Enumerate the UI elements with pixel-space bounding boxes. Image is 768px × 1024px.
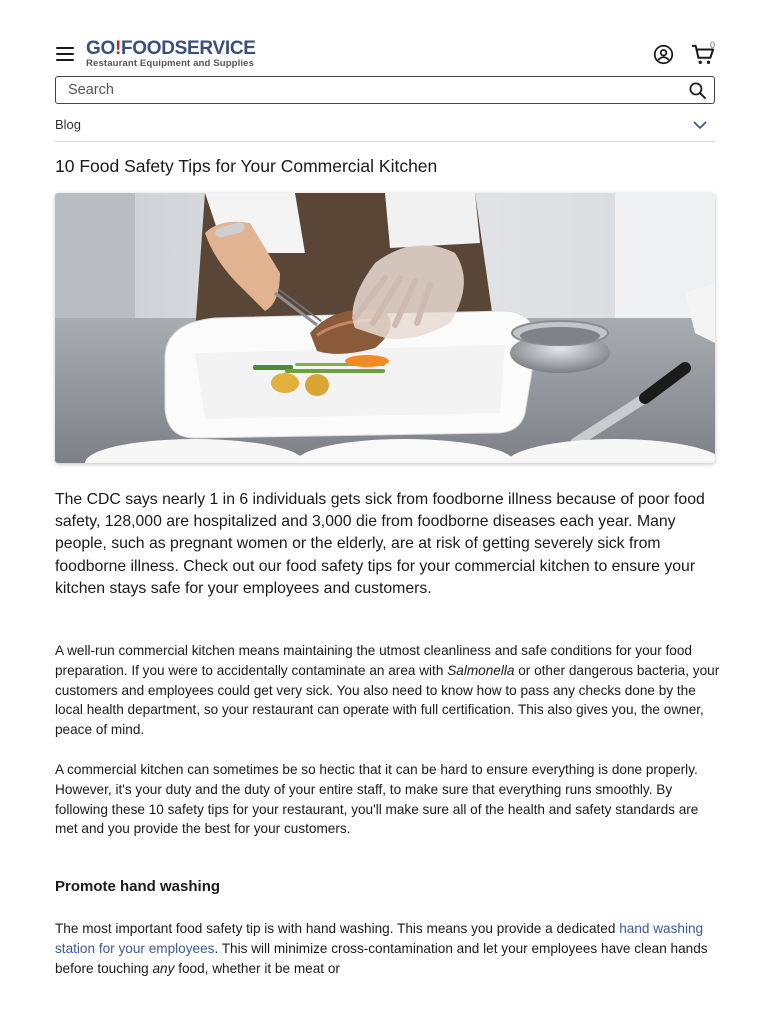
- blog-nav-dropdown[interactable]: [55, 112, 715, 142]
- article-intro: The CDC says nearly 1 in 6 individuals gets sick from foodborne illness because of poor food safety, 128,000 are hospitalized and 3,000 die from foodborne diseases each year. Many people, such as pregnant women or the elderly, are at risk of getting severely sick from foodborne illness. Check out our food safety tips for your commercial kitchen to ensure your kitchen stays safe for your employees and customers.: [55, 491, 705, 597]
- article-paragraph-1: A well-run commercial kitchen means maintaining the utmost cleanliness and safe conditions for your food preparation. If you were to accidentally contaminate an area with Salmonella or other dangerous bacteria, your customers and employees could get very sick. You also need to know how to pass any checks done by the local health department, so your restaurant can operate with full certification. This also gives you, the owner, peace of mind.: [55, 643, 720, 738]
- search-input[interactable]: [56, 77, 676, 103]
- search-bar: [55, 76, 715, 104]
- search-icon[interactable]: [688, 81, 707, 100]
- any-emphasis: any: [152, 960, 175, 976]
- section-heading-hand-washing: Promote hand washing: [55, 878, 221, 895]
- hero-image: [55, 193, 715, 463]
- chevron-down-icon[interactable]: [693, 120, 707, 130]
- site-logo[interactable]: [86, 40, 286, 70]
- article-title: 10 Food Safety Tips for Your Commercial Kitchen: [55, 156, 438, 176]
- hamburger-menu-icon[interactable]: [56, 47, 74, 61]
- logo-wordmark: GO!FOODSERVICE: [86, 38, 256, 59]
- hand-washing-station-link[interactable]: hand washing station for your employees: [55, 921, 704, 956]
- article-paragraph-3: The most important food safety tip is with hand washing. This means you provide a dedicated hand washing station for your employees. This will minimize cross-contamination and let your employees have clean hands before touching any food, whether it be meat or: [55, 921, 708, 976]
- site-header: [0, 36, 768, 72]
- logo-tagline: Restaurant Equipment and Supplies: [86, 58, 255, 69]
- article-paragraph-2: A commercial kitchen can sometimes be so hectic that it can be hard to ensure everything is done properly. However, it's your duty and the duty of your entire staff, to make sure that everything runs smoothly. By following these 10 safety tips for your restaurant, you'll make sure all of the health and safety standards are met and you provide the best for your customers.: [55, 762, 699, 837]
- account-icon[interactable]: [653, 44, 674, 65]
- bacteria-emphasis: Salmonella: [447, 662, 515, 678]
- blog-nav-label: Blog: [55, 117, 82, 132]
- cart-count-badge: 0: [710, 40, 716, 50]
